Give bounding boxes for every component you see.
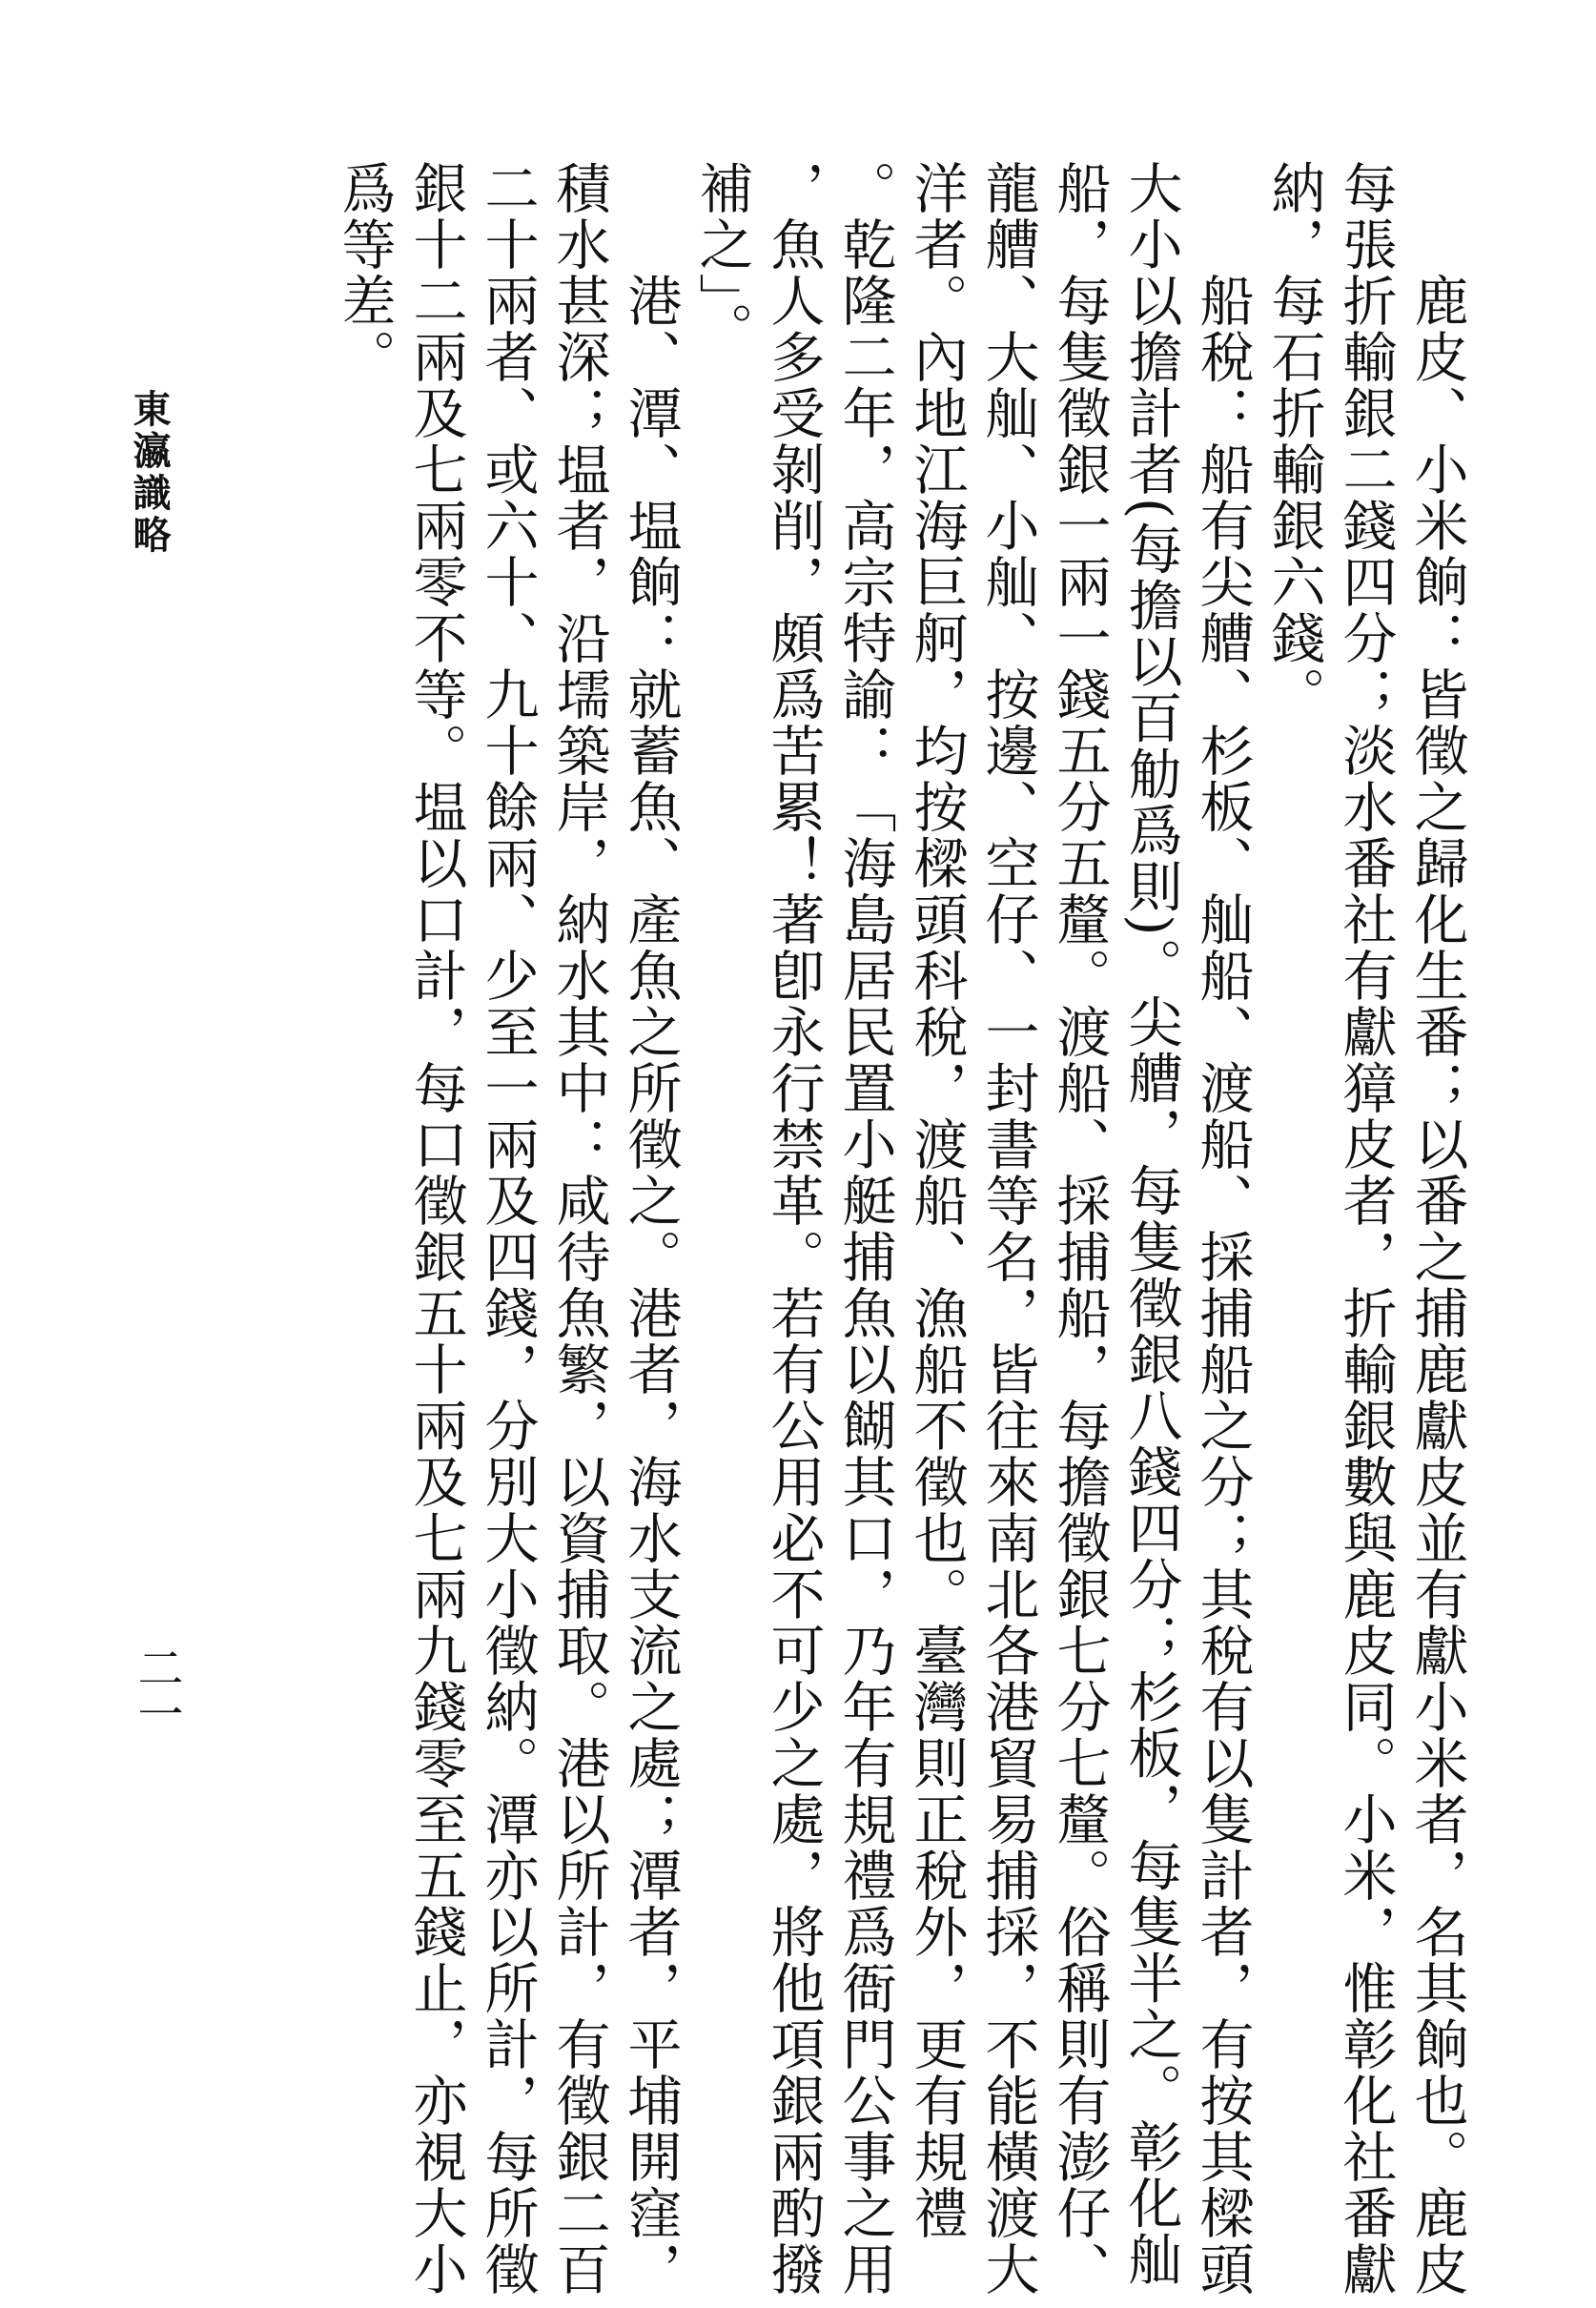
body-text: [71, 160, 1472, 2298]
page-number: 二一: [130, 1644, 183, 1736]
text-column: 船，每隻徵銀一兩一錢五分五釐。渡船、採捕船，每擔徵銀七分七釐。俗稱則有澎仔、: [1048, 160, 1111, 2298]
running-title: 東瀛識略: [127, 389, 172, 557]
text-column: 港、潭、塭餉：就蓄魚、產魚之所徵之。港者，海水支流之處；潭者，平埔開窪，: [619, 273, 682, 2298]
text-column: 二十兩者、或六十、九十餘兩、少至一兩及四錢，分別大小徵納。潭亦以所計，每所徵: [476, 160, 539, 2298]
text-column: 納，每石折輸銀六錢。: [1262, 160, 1325, 723]
text-column: ，魚人多受剝削，頗爲苦累！著卽永行禁革。若有公用必不可少之處，將他項銀兩酌撥: [762, 160, 825, 2298]
text-column: 。乾隆二年，高宗特諭：「海島居民置小艇捕魚以餬其口，乃年有規禮爲衙門公事之用: [833, 160, 896, 2298]
text-column: 洋者。內地江海巨舸，均按樑頭科稅，渡船、漁船不徵也。臺灣則正稅外，更有規禮: [905, 160, 968, 2241]
text-column: 積水甚深；塭者，沿壖築岸，納水其中：咸待魚繁，以資捕取。港以所計，有徵銀二百: [547, 160, 610, 2298]
text-column: 船稅：船有尖艚、杉板、舢船、渡船、採捕船之分；其稅有以隻計者，有按其樑頭: [1191, 273, 1254, 2298]
text-column: 補之」。: [690, 160, 753, 358]
text-column: 每張折輸銀二錢四分；淡水番社有獻獐皮者，折輸銀數與鹿皮同。小米，惟彰化社番獻: [1334, 160, 1397, 2298]
text-column: 大小以擔計者(每擔以百觔爲則)。尖艚，每隻徵銀八錢四分；杉板，每隻半之。彰化舢: [1119, 160, 1182, 2288]
text-column: 爲等差。: [333, 160, 396, 385]
text-column: 鹿皮、小米餉：皆徵之歸化生番；以番之捕鹿獻皮並有獻小米者，名其餉也。鹿皮: [1405, 273, 1468, 2298]
text-column: 銀十二兩及七兩零不等。塭以口計，每口徵銀五十兩及七兩九錢零至五錢止，亦視大小: [404, 160, 467, 2298]
text-column: 龍艚、大舢、小舢、按邊、空仔、一封書等名，皆往來南北各港貿易捕採，不能橫渡大: [976, 160, 1039, 2298]
